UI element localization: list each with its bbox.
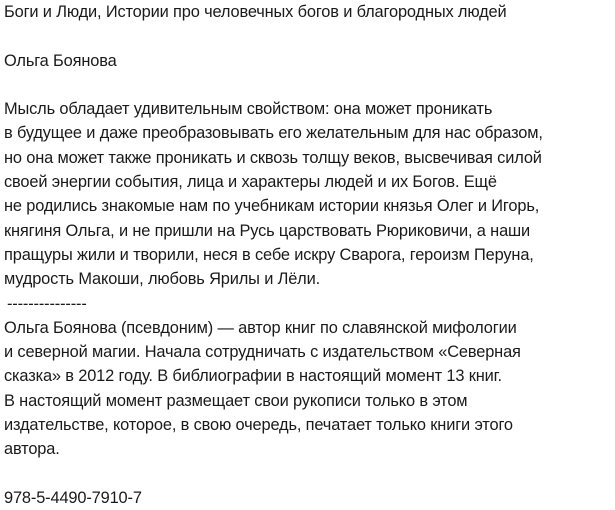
author-name: Ольга Боянова: [4, 51, 117, 70]
bio-line: Ольга Боянова (псевдоним) — автор книг по славянской мифологии: [4, 318, 517, 337]
description-paragraph: [4, 97, 615, 291]
bio-line: В настоящий момент размещает свои рукописи только в этом: [4, 391, 468, 410]
description-line: княгиня Ольга, и не пришли на Русь царствовать Рюриковичи, а наши: [4, 221, 531, 240]
document-body: [4, 0, 615, 510]
description-line: но она может также проникать и сквозь толщу веков, высвечивая силой: [4, 148, 542, 167]
isbn-number: 978-5-4490-7910-7: [4, 488, 142, 507]
bio-line: издательстве, которое, в свою очередь, печатает только книги этого: [4, 416, 513, 435]
bio-line: и северной магии. Начала сотрудничать с издательством «Северная: [4, 343, 521, 362]
separator-line: ---------------: [7, 294, 87, 313]
description-line: своей энергии события, лица и характеры людей и их Богов. Ещё: [4, 173, 497, 192]
description-line: Мысль обладает удивительным свойством: она может проникать: [4, 100, 493, 119]
description-line: в будущее и даже преобразовывать его желательным для нас образом,: [4, 124, 543, 143]
book-title: Боги и Люди, Истории про человечных богов и благородных людей: [4, 3, 507, 21]
bio-line: автора.: [4, 440, 60, 459]
author-bio-paragraph: [4, 316, 615, 462]
description-line: не родились знакомые нам по учебникам истории князья Олег и Игорь,: [4, 197, 540, 216]
spacer: [4, 462, 615, 486]
description-line: пращуры жили и творили, неся в себе искру Сварога, героизм Перуна,: [4, 245, 534, 264]
spacer: [4, 73, 615, 97]
description-line: мудрость Макоши, любовь Ярилы и Лёли.: [4, 270, 321, 289]
spacer: [4, 24, 615, 48]
bio-line: сказка» в 2012 году. В библиографии в настоящий момент 13 книг.: [4, 367, 502, 386]
